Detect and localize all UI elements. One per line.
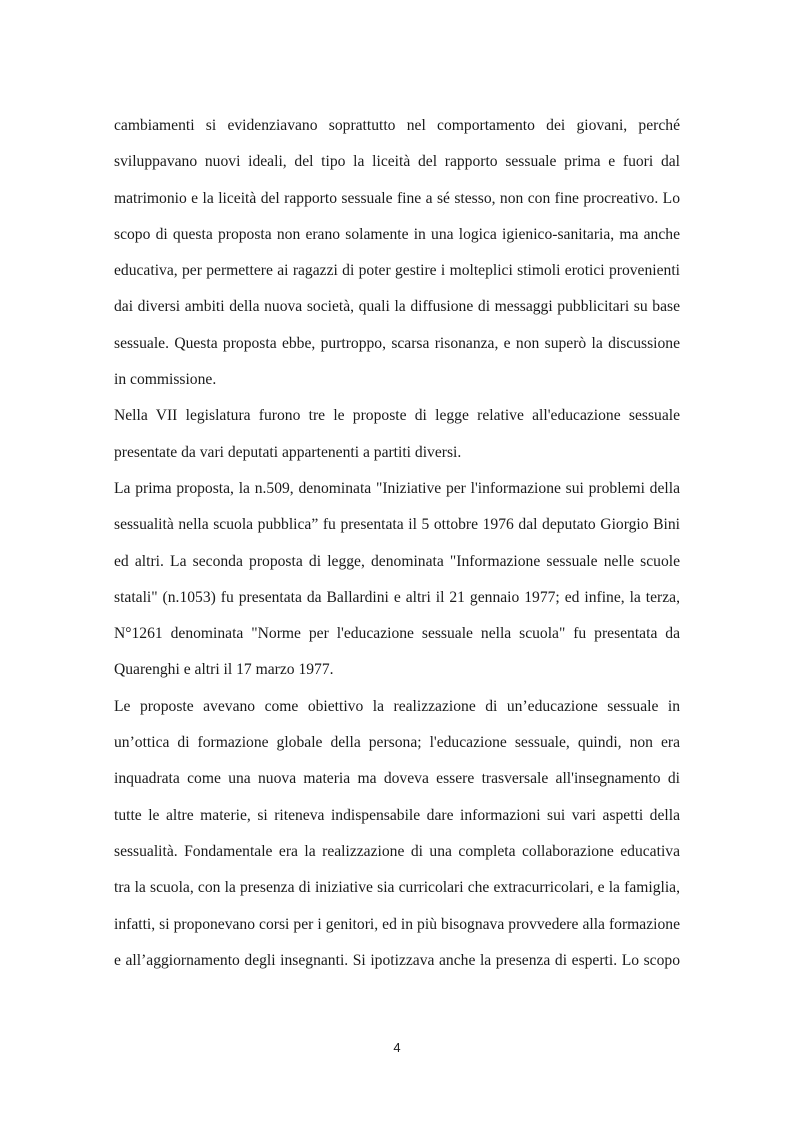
text-line: in commissione. bbox=[114, 371, 217, 389]
text-line: sessualità. Fondamentale era la realizzazione di una completa collaborazione educativa bbox=[114, 842, 680, 860]
text-line: tutte le altre materie, si riteneva indispensabile dare informazioni sui vari aspetti della bbox=[114, 806, 680, 824]
text-line: statali" (n.1053) fu presentata da Ballardini e altri il 21 gennaio 1977; ed infine, la terza, bbox=[114, 588, 680, 606]
text-line: La prima proposta, la n.509, denominata "Iniziative per l'informazione sui problemi della bbox=[114, 479, 680, 497]
text-line: tra la scuola, con la presenza di iniziative sia curricolari che extracurricolari, e la famiglia, bbox=[114, 879, 680, 897]
document-body bbox=[114, 108, 680, 979]
text-line: N°1261 denominata "Norme per l'educazione sessuale nella scuola" fu presentata da bbox=[114, 625, 680, 643]
text-line: sessualità nella scuola pubblica” fu presentata il 5 ottobre 1976 dal deputato Giorgio Bini bbox=[114, 516, 680, 534]
text-line: un’ottica di formazione globale della persona; l'educazione sessuale, quindi, non era bbox=[114, 734, 680, 752]
text-line: Nella VII legislatura furono tre le proposte di legge relative all'educazione sessuale bbox=[114, 407, 680, 425]
text-line: dai diversi ambiti della nuova società, quali la diffusione di messaggi pubblicitari su base bbox=[114, 298, 680, 316]
text-line: scopo di questa proposta non erano solamente in una logica igienico-sanitaria, ma anche bbox=[114, 225, 680, 243]
text-line: inquadrata come una nuova materia ma doveva essere trasversale all'insegnamento di bbox=[114, 770, 680, 788]
text-line: e all’aggiornamento degli insegnanti. Si ipotizzava anche la presenza di esperti. Lo scopo bbox=[114, 951, 680, 969]
text-line: educativa, per permettere ai ragazzi di poter gestire i molteplici stimoli erotici provenienti bbox=[114, 262, 680, 280]
text-line: presentate da vari deputati appartenenti a partiti diversi. bbox=[114, 443, 462, 461]
text-line: Quarenghi e altri il 17 marzo 1977. bbox=[114, 661, 334, 679]
text-line: cambiamenti si evidenziavano soprattutto nel comportamento dei giovani, perché bbox=[114, 117, 680, 134]
page-number: 4 bbox=[393, 1040, 401, 1055]
text-line: sviluppavano nuovi ideali, del tipo la liceità del rapporto sessuale prima e fuori dal bbox=[114, 153, 680, 171]
text-line: ed altri. La seconda proposta di legge, denominata "Informazione sessuale nelle scuole bbox=[114, 552, 680, 570]
text-line: infatti, si proponevano corsi per i genitori, ed in più bisognava provvedere alla formazione bbox=[114, 915, 680, 933]
text-line: matrimonio e la liceità del rapporto sessuale fine a sé stesso, non con fine procreativo. Lo bbox=[114, 189, 680, 207]
text-line: Le proposte avevano come obiettivo la realizzazione di un’educazione sessuale in bbox=[114, 697, 680, 715]
text-line: sessuale. Questa proposta ebbe, purtroppo, scarsa risonanza, e non superò la discussione bbox=[114, 334, 680, 352]
